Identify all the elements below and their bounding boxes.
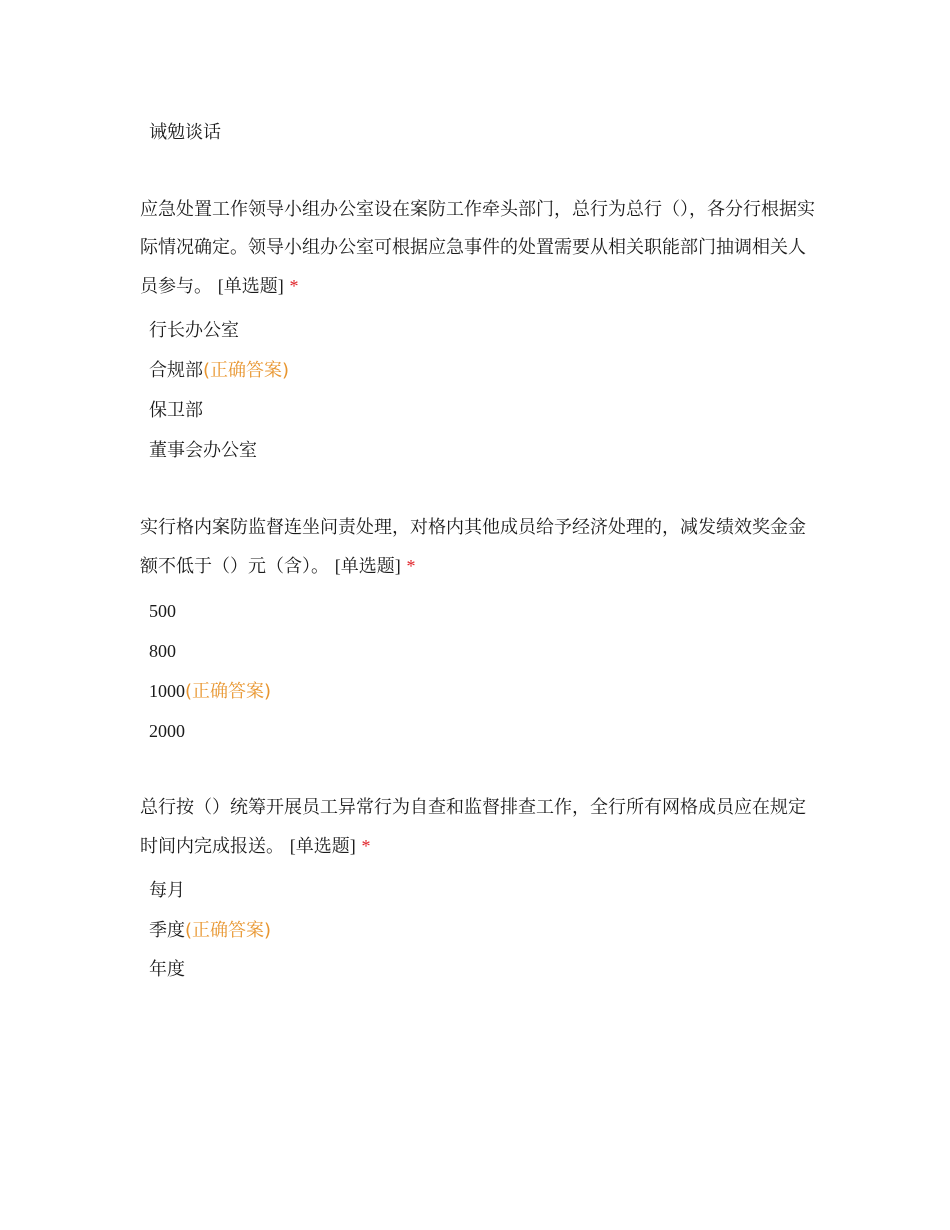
option-label: 500 <box>149 601 176 621</box>
correct-answer-note: (正确答案) <box>185 920 272 941</box>
question-1-option-3[interactable] <box>149 399 203 423</box>
required-mark: * <box>289 276 299 296</box>
correct-answer-note: (正确答案) <box>185 681 272 702</box>
option-label: 合规部 <box>149 360 203 381</box>
question-3-option-3[interactable] <box>149 958 185 982</box>
correct-answer-note: (正确答案) <box>203 360 290 381</box>
question-2-option-3[interactable] <box>149 679 271 704</box>
question-2-option-1[interactable] <box>149 599 176 624</box>
option-label: 800 <box>149 641 176 661</box>
question-text: 总行按（）统筹开展员工异常行为自查和监督排查工作，全行所有网格成员应在规定时间内完成报送。 <box>140 797 806 857</box>
required-mark: * <box>361 836 371 856</box>
question-text: 应急处置工作领导小组办公室设在案防工作牵头部门，总行为总行（），各分行根据实际情况确定。领导小组办公室可根据应急事件的处置需要从相关职能部门抽调相关人员参与。 <box>140 199 815 297</box>
option-label: 年度 <box>149 959 185 980</box>
option-label: 保卫部 <box>149 400 203 421</box>
option-label: 行长办公室 <box>149 320 239 341</box>
option-label: 每月 <box>149 880 185 901</box>
question-3-option-1[interactable] <box>149 879 185 903</box>
question-type-label: [单选题] <box>334 556 401 576</box>
question-3 <box>140 789 815 866</box>
option-label: 2000 <box>149 721 185 741</box>
question-type-label: [单选题] <box>289 836 356 856</box>
question-1-option-2[interactable] <box>149 359 289 383</box>
question-1-option-4[interactable] <box>149 439 257 463</box>
option-label: 诫勉谈话 <box>149 122 221 143</box>
question-1-option-1[interactable] <box>149 319 239 343</box>
question-3-option-2[interactable] <box>149 919 271 943</box>
question-text: 实行格内案防监督连坐问责处理，对格内其他成员给予经济处理的，减发绩效奖金金额不低于（）元（含）。 <box>140 517 806 577</box>
option-prev-trailing[interactable] <box>149 121 221 145</box>
question-2 <box>140 509 815 586</box>
required-mark: * <box>406 556 416 576</box>
question-2-option-4[interactable] <box>149 719 185 744</box>
question-1 <box>140 191 815 306</box>
option-label: 1000 <box>149 681 185 701</box>
question-2-option-2[interactable] <box>149 639 176 664</box>
question-type-label: [单选题] <box>217 276 284 296</box>
option-label: 季度 <box>149 920 185 941</box>
option-label: 董事会办公室 <box>149 440 257 461</box>
